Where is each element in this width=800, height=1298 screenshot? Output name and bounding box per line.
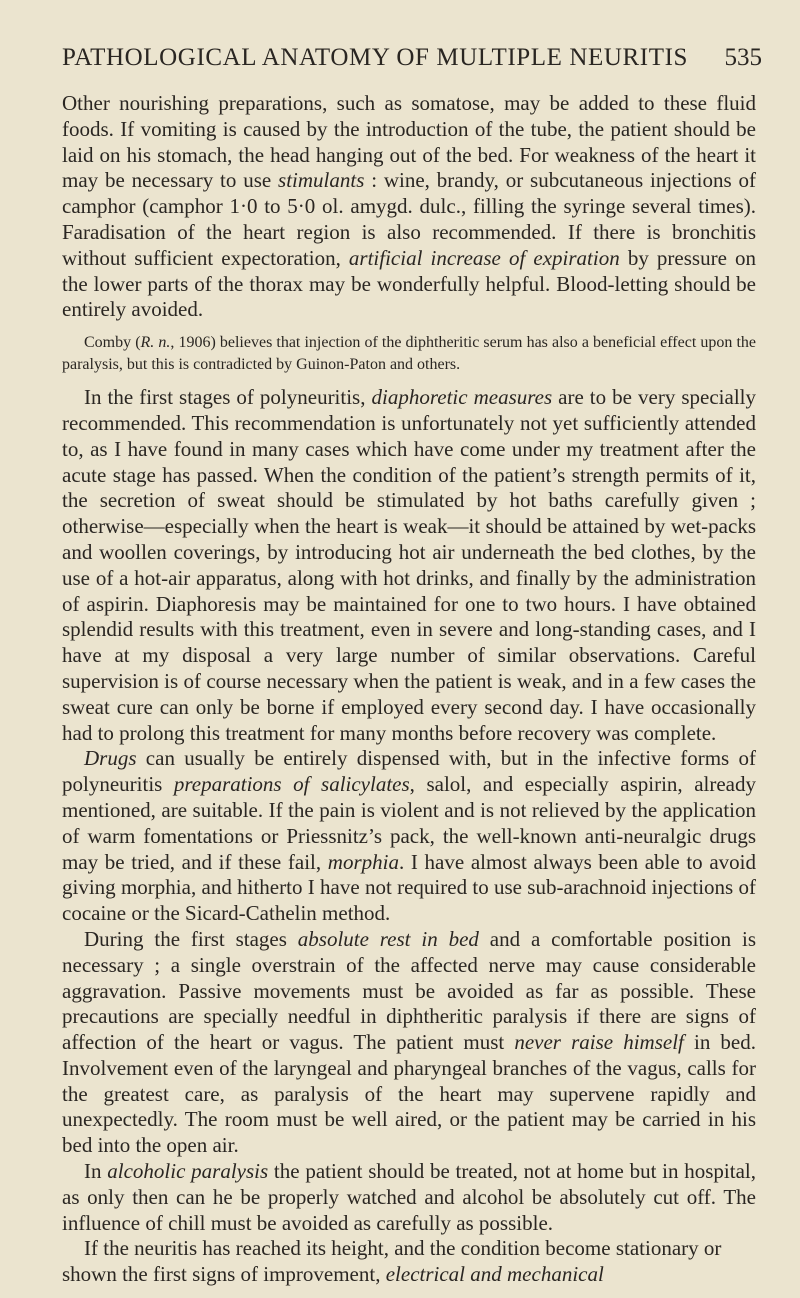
paragraph-drugs: Drugs can usually be entirely dispensed with, but in the infective forms of polyneuritis preparations of salicylates, salol, and especially aspirin, already mentioned, are suitable. If the pain is violent and is not relieved by the application of warm fomentations or Priessnitz’s pack, the well-known anti-neuralgic drugs may be tried, and if these fail, morphia. I have almost always been able to avoid giving morphia, and hitherto I have not required to use sub-arachnoid injections of cocaine or the Sicard-Cathelin method.: [62, 746, 757, 926]
paragraph-diaphoretic: In the first stages of polyneuritis, diaphoretic measures are to be very specially recommended. This recommendation is unfortunately not yet sufficiently attended to, as I have found in many cases which have come under my treatment after the acute stage has passed. When the condition of the patient’s strength permits of it, the secretion of sweat should be stimulated by hot baths carefully given ; otherwise—especially when the heart is weak—it should be attained by wet-packs and woollen coverings, by introducing hot air underneath the bed clothes, by the use of a hot-air apparatus, along with hot drinks, and finally by the administration of aspirin. Diaphoresis may be maintained for one to two hours. I have obtained splendid results with this treatment, even in severe and long-standing cases, and I have at my disposal a very large number of similar observations. Careful supervision is of course necessary when the patient is weak, and in a few cases the sweat cure can only be borne if employed every second day. I have occasionally had to prolong this treatment for many months before recovery was complete.: [62, 385, 756, 745]
running-title: PATHOLOGICAL ANATOMY OF MULTIPLE NEURITIS: [62, 44, 689, 71]
page-header: [62, 44, 762, 84]
paragraph-alcoholic: In alcoholic paralysis the patient should be treated, not at home but in hospital, as only then can he be properly watched and alcohol be absolutely cut off. The influence of chill must be avoided as carefully as possible.: [62, 1159, 756, 1235]
footnote-comby: Comby (R. n., 1906) believes that injection of the diphtheritic serum has also a beneficial effect upon the paralysis, but this is contradicted by Guinon-Paton and others.: [62, 334, 756, 374]
page-body: [62, 91, 756, 1288]
paragraph-nourishing: Other nourishing preparations, such as somatose, may be added to these fluid foods. If vomiting is caused by the introduction of the tube, the patient should be laid on his stomach, the head hanging out of the bed. For weakness of the heart it may be necessary to use stimulants : wine, brandy, or subcutaneous injections of camphor (camphor 1·0 to 5·0 ol. amygd. dulc., filling the syringe several times). Faradisation of the heart region is also recommended. If there is bronchitis without sufficient expectoration, artificial increase of expiration by pressure on the lower parts of the thorax may be wonderfully helpful. Blood-letting should be entirely avoided.: [62, 91, 756, 322]
paragraph-rest: During the first stages absolute rest in bed and a comfortable position is necessary ; a single overstrain of the affected nerve may cause considerable aggravation. Passive movements must be avoided as far as possible. These precautions are specially needful in diphtheritic paralysis if there are signs of affection of the heart or vagus. The patient must never raise himself in bed. Involvement even of the laryngeal and pharyngeal branches of the vagus, calls for the greatest care, as paralysis of the heart may supervene rapidly and unexpectedly. The room must be well aired, or the patient may be carried in his bed into the open air.: [62, 926, 757, 1158]
page-number: 535: [724, 44, 762, 71]
paragraph-improvement: If the neuritis has reached its height, and the condition become stationary or shown the first signs of improvement, electrical and mechanical: [62, 1236, 722, 1287]
